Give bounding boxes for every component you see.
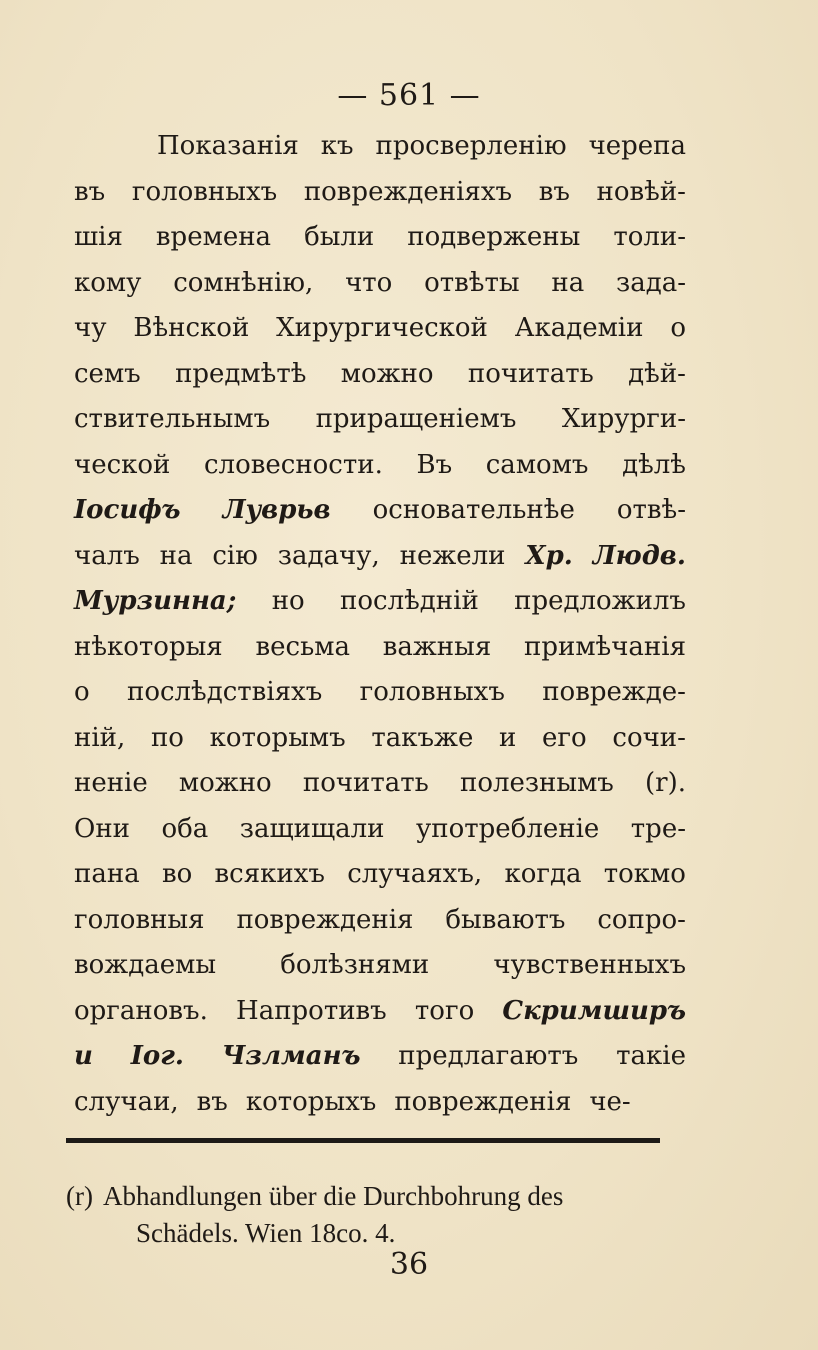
word: основательнѣе [372,495,575,525]
page-header [0,76,818,116]
word: подвержены [407,222,581,252]
word: поврежде- [542,677,686,707]
word: Показанія [157,131,299,161]
word: приращеніемъ [315,404,517,434]
word: ній, [74,722,126,753]
word: въ [196,1086,228,1117]
word: сочи- [612,722,686,753]
word: вождаемы [74,950,217,980]
word: отвѣ- [616,495,686,525]
text-line [74,488,686,534]
word: почитать [467,358,594,389]
word: Людв. [592,540,686,571]
footnote-text-2: Schädels. Wien 18co. 4. [136,1218,396,1248]
word: чувственныхъ [493,950,686,980]
word: о [670,313,686,343]
word: Они [74,813,130,844]
text-line [74,898,686,944]
word: такъже [371,722,474,753]
word: въ [74,176,106,207]
word: поврежденія [394,1086,572,1117]
word: самомъ [485,449,589,480]
word: новѣй- [596,176,686,207]
text-line [74,1080,686,1126]
text-line [74,261,686,307]
word: его [542,722,587,753]
word: примѣчанія [524,631,686,662]
word: чалъ [74,540,140,571]
word: словесности. [204,449,383,480]
page-number: 561 [378,78,440,113]
word: предложилъ [514,586,686,616]
word: по [150,722,184,753]
word: Іосифъ [74,495,181,525]
word: того [414,995,475,1026]
word: Хр. [525,540,573,571]
word: Скримширъ [502,995,686,1026]
word: что [345,267,393,298]
word: полезнымъ [459,768,614,798]
word: болѣзнями [280,950,430,980]
word: случаи, [74,1086,179,1117]
word: послѣдній [340,586,479,616]
word: поврежденія [236,904,414,935]
word: на [159,540,193,571]
text-line [74,397,686,443]
word: во [161,859,193,889]
word: которымъ [209,722,346,753]
word: органовъ. [74,995,208,1026]
text-line [74,943,686,989]
text-line [74,170,686,216]
text-line [74,352,686,398]
word: къ [320,131,354,161]
word: можно [340,358,434,389]
text-line [74,716,686,762]
word: головныхъ [131,176,278,207]
text-line [74,670,686,716]
word: че- [589,1086,631,1117]
signature-mark: 36 [389,1247,429,1282]
word: защищали [239,813,385,844]
text-line [74,761,686,807]
text-line [74,579,686,625]
header-dash-right: — [449,78,481,113]
word: Академіи [514,313,644,343]
text-line [74,443,686,489]
word: и [499,722,517,753]
word: сопро- [597,904,686,935]
word: нѣкоторыя [74,631,223,662]
header-dash-left: — [337,78,369,113]
word: черепа [588,131,686,161]
footnote-mark: (r) [66,1181,93,1211]
main-paragraph [74,124,686,1125]
word: кому [74,267,142,298]
word: просверленію [375,131,567,161]
word: можно [178,768,272,798]
word: Мурзинна; [74,586,237,616]
word: Луврьв [222,495,331,525]
word: которыхъ [245,1086,377,1117]
word: головныхъ [359,677,505,707]
word: сію [212,540,258,571]
word: ческой [74,449,171,480]
text-line [74,1034,686,1080]
word: задачу, [277,540,380,571]
word: шія [74,222,123,252]
word: такіе [616,1041,686,1071]
word: Напротивъ [236,995,387,1026]
word: Вѣнской [133,313,250,343]
word: времена [155,222,272,252]
word: Въ [416,449,453,480]
word: Хирурги- [561,404,686,434]
word: важныя [382,631,492,662]
word: и [74,1041,93,1071]
word: Чзлманъ [221,1041,361,1071]
word: дѣлѣ [622,449,686,480]
text-line [74,625,686,671]
word: предлагаютъ [398,1041,579,1071]
word: семъ [74,358,141,389]
word: предмѣтѣ [175,358,307,389]
word: весьма [255,631,350,662]
text-line [74,215,686,261]
text-line [74,124,686,170]
word: послѣдствіяхъ [126,677,323,707]
word: оба [161,813,209,844]
word: когда [504,859,582,889]
text-line [74,852,686,898]
footnote-line-1 [66,1178,686,1215]
word: на [551,267,585,298]
word: бываютъ [445,904,566,935]
word: чу [74,313,107,343]
word: нежели [399,540,506,571]
word: Іог. [130,1041,184,1071]
word: токмо [603,859,686,889]
word: употребленіе [416,813,600,844]
word: зада- [616,267,686,298]
word: дѣй- [628,358,686,389]
word: ствительнымъ [74,404,271,434]
text-line [74,306,686,352]
word: пана [74,859,140,889]
word: были [304,222,375,252]
word: неніе [74,768,148,798]
word: всякихъ [214,859,325,889]
word: (r). [645,768,686,798]
word: въ [538,176,570,207]
text-line [74,989,686,1035]
word: поврежденіяхъ [303,176,513,207]
word: головныя [74,904,205,935]
word: тре- [630,813,686,844]
word: случаяхъ, [347,859,483,889]
word: толи- [613,222,686,252]
footnote [66,1178,686,1252]
footnote-rule [66,1138,660,1143]
text-line [74,807,686,853]
text-line [74,534,686,580]
word: сомнѣнію, [173,267,314,298]
word: Хирургической [276,313,488,343]
word: о [74,677,90,707]
word: но [271,586,305,616]
word: отвѣты [424,267,520,298]
footnote-text-1: Abhandlungen über die Durchbohrung des [102,1181,564,1211]
word: почитать [302,768,429,798]
